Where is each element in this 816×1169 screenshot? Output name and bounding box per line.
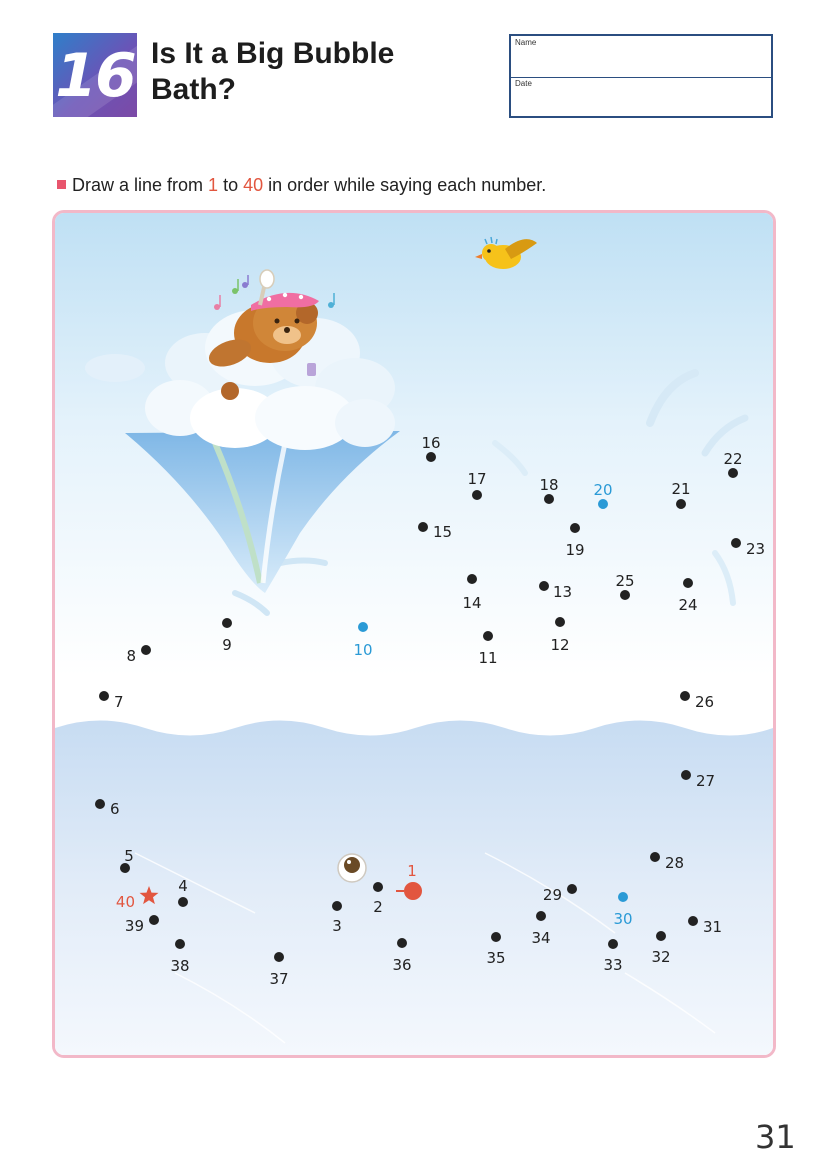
- dot-label-38: 38: [170, 957, 190, 975]
- dot-label-10: 10: [353, 641, 373, 659]
- dot-18[interactable]: [544, 494, 554, 504]
- dot-26[interactable]: [680, 691, 690, 701]
- dot-37[interactable]: [274, 952, 284, 962]
- dot-label-26: 26: [695, 693, 715, 711]
- dot-label-35: 35: [486, 949, 506, 967]
- dot-32[interactable]: [656, 931, 666, 941]
- dot-24[interactable]: [683, 578, 693, 588]
- dot-label-11: 11: [478, 649, 498, 667]
- dot-label-23: 23: [746, 540, 766, 558]
- dot-19[interactable]: [570, 523, 580, 533]
- dot-22[interactable]: [728, 468, 738, 478]
- dot-25[interactable]: [620, 590, 630, 600]
- dot-label-8: 8: [126, 647, 136, 665]
- dot-label-17: 17: [467, 470, 487, 488]
- dot-label-33: 33: [603, 956, 623, 974]
- dot-7[interactable]: [99, 691, 109, 701]
- dot-36[interactable]: [397, 938, 407, 948]
- dot-14[interactable]: [467, 574, 477, 584]
- name-field[interactable]: [511, 36, 771, 78]
- dot-label-36: 36: [392, 956, 412, 974]
- dot-label-27: 27: [696, 772, 716, 790]
- dot-29[interactable]: [567, 884, 577, 894]
- splash-decoration: [280, 561, 325, 564]
- puzzle-scene: [55, 213, 773, 1055]
- dot-30[interactable]: [618, 892, 628, 902]
- dot-39[interactable]: [149, 915, 159, 925]
- dot-8[interactable]: [141, 645, 151, 655]
- bubble-eye-icon: [338, 854, 366, 882]
- dot-label-20: 20: [593, 481, 613, 499]
- dot-label-15: 15: [433, 523, 453, 541]
- dot-12[interactable]: [555, 617, 565, 627]
- dot-to-dot-panel: [52, 210, 776, 1058]
- dot-6[interactable]: [95, 799, 105, 809]
- dot-label-28: 28: [665, 854, 685, 872]
- dot-label-22: 22: [723, 450, 743, 468]
- name-label: Name: [515, 38, 537, 47]
- dot-label-37: 37: [269, 970, 289, 988]
- dot-3[interactable]: [332, 901, 342, 911]
- dot-label-31: 31: [703, 918, 723, 936]
- page-number: 31: [755, 1118, 796, 1156]
- instruction-middle: to: [218, 175, 244, 195]
- dot-label-19: 19: [565, 541, 585, 559]
- lesson-number: 16: [55, 41, 135, 111]
- page-title: Is It a Big Bubble Bath?: [151, 37, 395, 106]
- lesson-number-badge: [53, 33, 137, 117]
- dot-27[interactable]: [681, 770, 691, 780]
- dot-label-6: 6: [110, 800, 120, 818]
- dot-label-39: 39: [124, 917, 144, 935]
- dot-label-13: 13: [553, 583, 573, 601]
- dot-label-4: 4: [178, 877, 188, 895]
- dot-label-1: 1: [407, 862, 417, 880]
- dot-9[interactable]: [222, 618, 232, 628]
- dot-label-32: 32: [651, 948, 671, 966]
- dot-20[interactable]: [598, 499, 608, 509]
- name-date-box: [509, 34, 773, 118]
- dot-label-9: 9: [222, 636, 232, 654]
- dot-label-7: 7: [114, 693, 124, 711]
- dot-15[interactable]: [418, 522, 428, 532]
- dot-33[interactable]: [608, 939, 618, 949]
- dot-16[interactable]: [426, 452, 436, 462]
- dot-label-30: 30: [613, 910, 633, 928]
- dot-28[interactable]: [650, 852, 660, 862]
- dot-label-40: 40: [115, 893, 135, 911]
- instruction-suffix: in order while saying each number.: [263, 175, 547, 195]
- dot-label-14: 14: [462, 594, 482, 612]
- dot-35[interactable]: [491, 932, 501, 942]
- bullet-square-icon: [57, 180, 66, 189]
- dot-label-3: 3: [332, 917, 342, 935]
- dot-label-2: 2: [373, 898, 383, 916]
- dot-17[interactable]: [472, 490, 482, 500]
- dot-2[interactable]: [373, 882, 383, 892]
- dot-label-18: 18: [539, 476, 559, 494]
- date-field[interactable]: [511, 77, 771, 118]
- instruction-prefix: Draw a line from: [72, 175, 209, 195]
- dot-31[interactable]: [688, 916, 698, 926]
- dot-label-12: 12: [550, 636, 570, 654]
- dot-38[interactable]: [175, 939, 185, 949]
- dot-10[interactable]: [358, 622, 368, 632]
- dot-34[interactable]: [536, 911, 546, 921]
- dot-label-21: 21: [671, 480, 691, 498]
- instruction: [57, 175, 546, 196]
- dot-label-16: 16: [421, 434, 441, 452]
- dot-21[interactable]: [676, 499, 686, 509]
- date-label: Date: [515, 79, 532, 88]
- instruction-start: 1: [208, 175, 219, 195]
- dot-label-29: 29: [542, 886, 562, 904]
- dot-1[interactable]: [404, 882, 422, 900]
- dot-label-25: 25: [615, 572, 635, 590]
- dot-13[interactable]: [539, 581, 549, 591]
- instruction-end: 40: [243, 175, 264, 195]
- dot-label-34: 34: [531, 929, 551, 947]
- dot-23[interactable]: [731, 538, 741, 548]
- dot-label-5: 5: [124, 847, 134, 865]
- dot-label-24: 24: [678, 596, 698, 614]
- dot-4[interactable]: [178, 897, 188, 907]
- dot-11[interactable]: [483, 631, 493, 641]
